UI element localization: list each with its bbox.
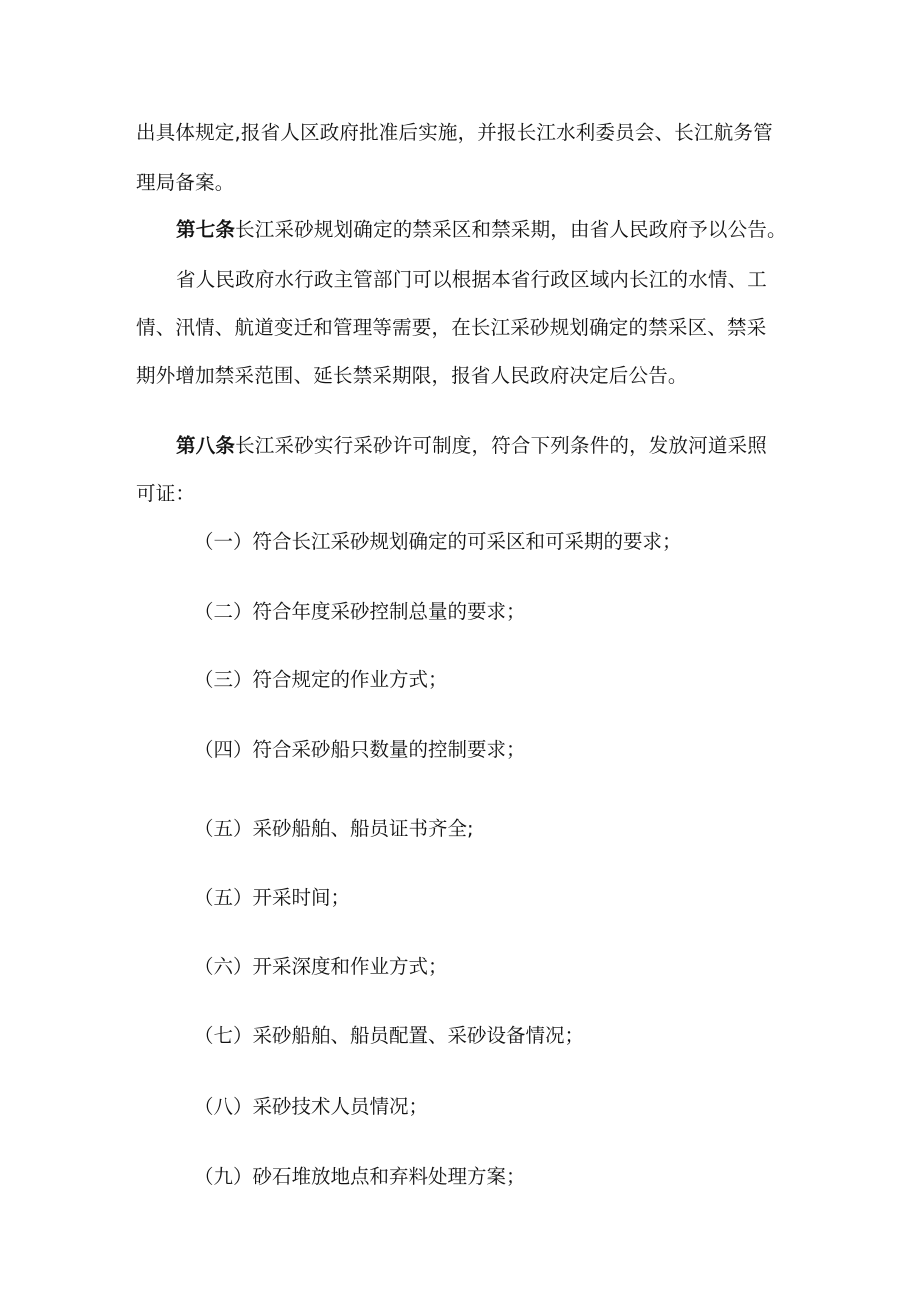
article-7-paragraph (176, 216, 787, 244)
list-item: （六）开采深度和作业方式； (194, 955, 448, 978)
list-item: （三）符合规定的作业方式； (194, 668, 448, 691)
article-7-heading: 第七条 (176, 218, 236, 241)
list-item: （一）符合长江采砂规划确定的可采区和可采期的要求； (194, 530, 682, 553)
list-item: （八）采砂技术人员情况； (194, 1095, 429, 1118)
list-item: （二）符合年度采砂控制总量的要求； (194, 600, 526, 623)
article-8-line-2: 可证： (136, 482, 196, 505)
article-8-paragraph (176, 432, 767, 460)
second-paragraph-line-2: 情、汛情、航道变迁和管理等需要，在长江采砂规划确定的禁采区、禁采 (136, 316, 767, 339)
article-8-heading: 第八条 (176, 434, 236, 457)
article-8-text: 长江采砂实行采砂许可制度，符合下列条件的，发放河道采照 (235, 434, 768, 457)
intro-line-1: 出具体规定,报省人区政府批准后实施，并报长江水利委员会、长江航务管 (136, 121, 773, 144)
list-item: （五）开采时间； (194, 886, 351, 909)
article-7-text: 长江采砂规划确定的禁采区和禁采期，由省人民政府予以公告。 (235, 218, 787, 241)
list-item: （九）砂石堆放地点和弃料处理方案； (194, 1165, 526, 1188)
second-paragraph-line-1: 省人民政府水行政主管部门可以根据本省行政区域内长江的水情、工 (176, 268, 768, 291)
list-item: （五）采砂船舶、船员证书齐全; (194, 817, 474, 840)
second-paragraph-line-3: 期外增加禁采范围、延长禁采期限，报省人民政府决定后公告。 (136, 364, 688, 387)
intro-line-2: 理局备案。 (136, 171, 235, 194)
list-item: （四）符合采砂船只数量的控制要求； (194, 738, 526, 761)
list-item: （七）采砂船舶、船员配置、采砂设备情况； (194, 1024, 585, 1047)
